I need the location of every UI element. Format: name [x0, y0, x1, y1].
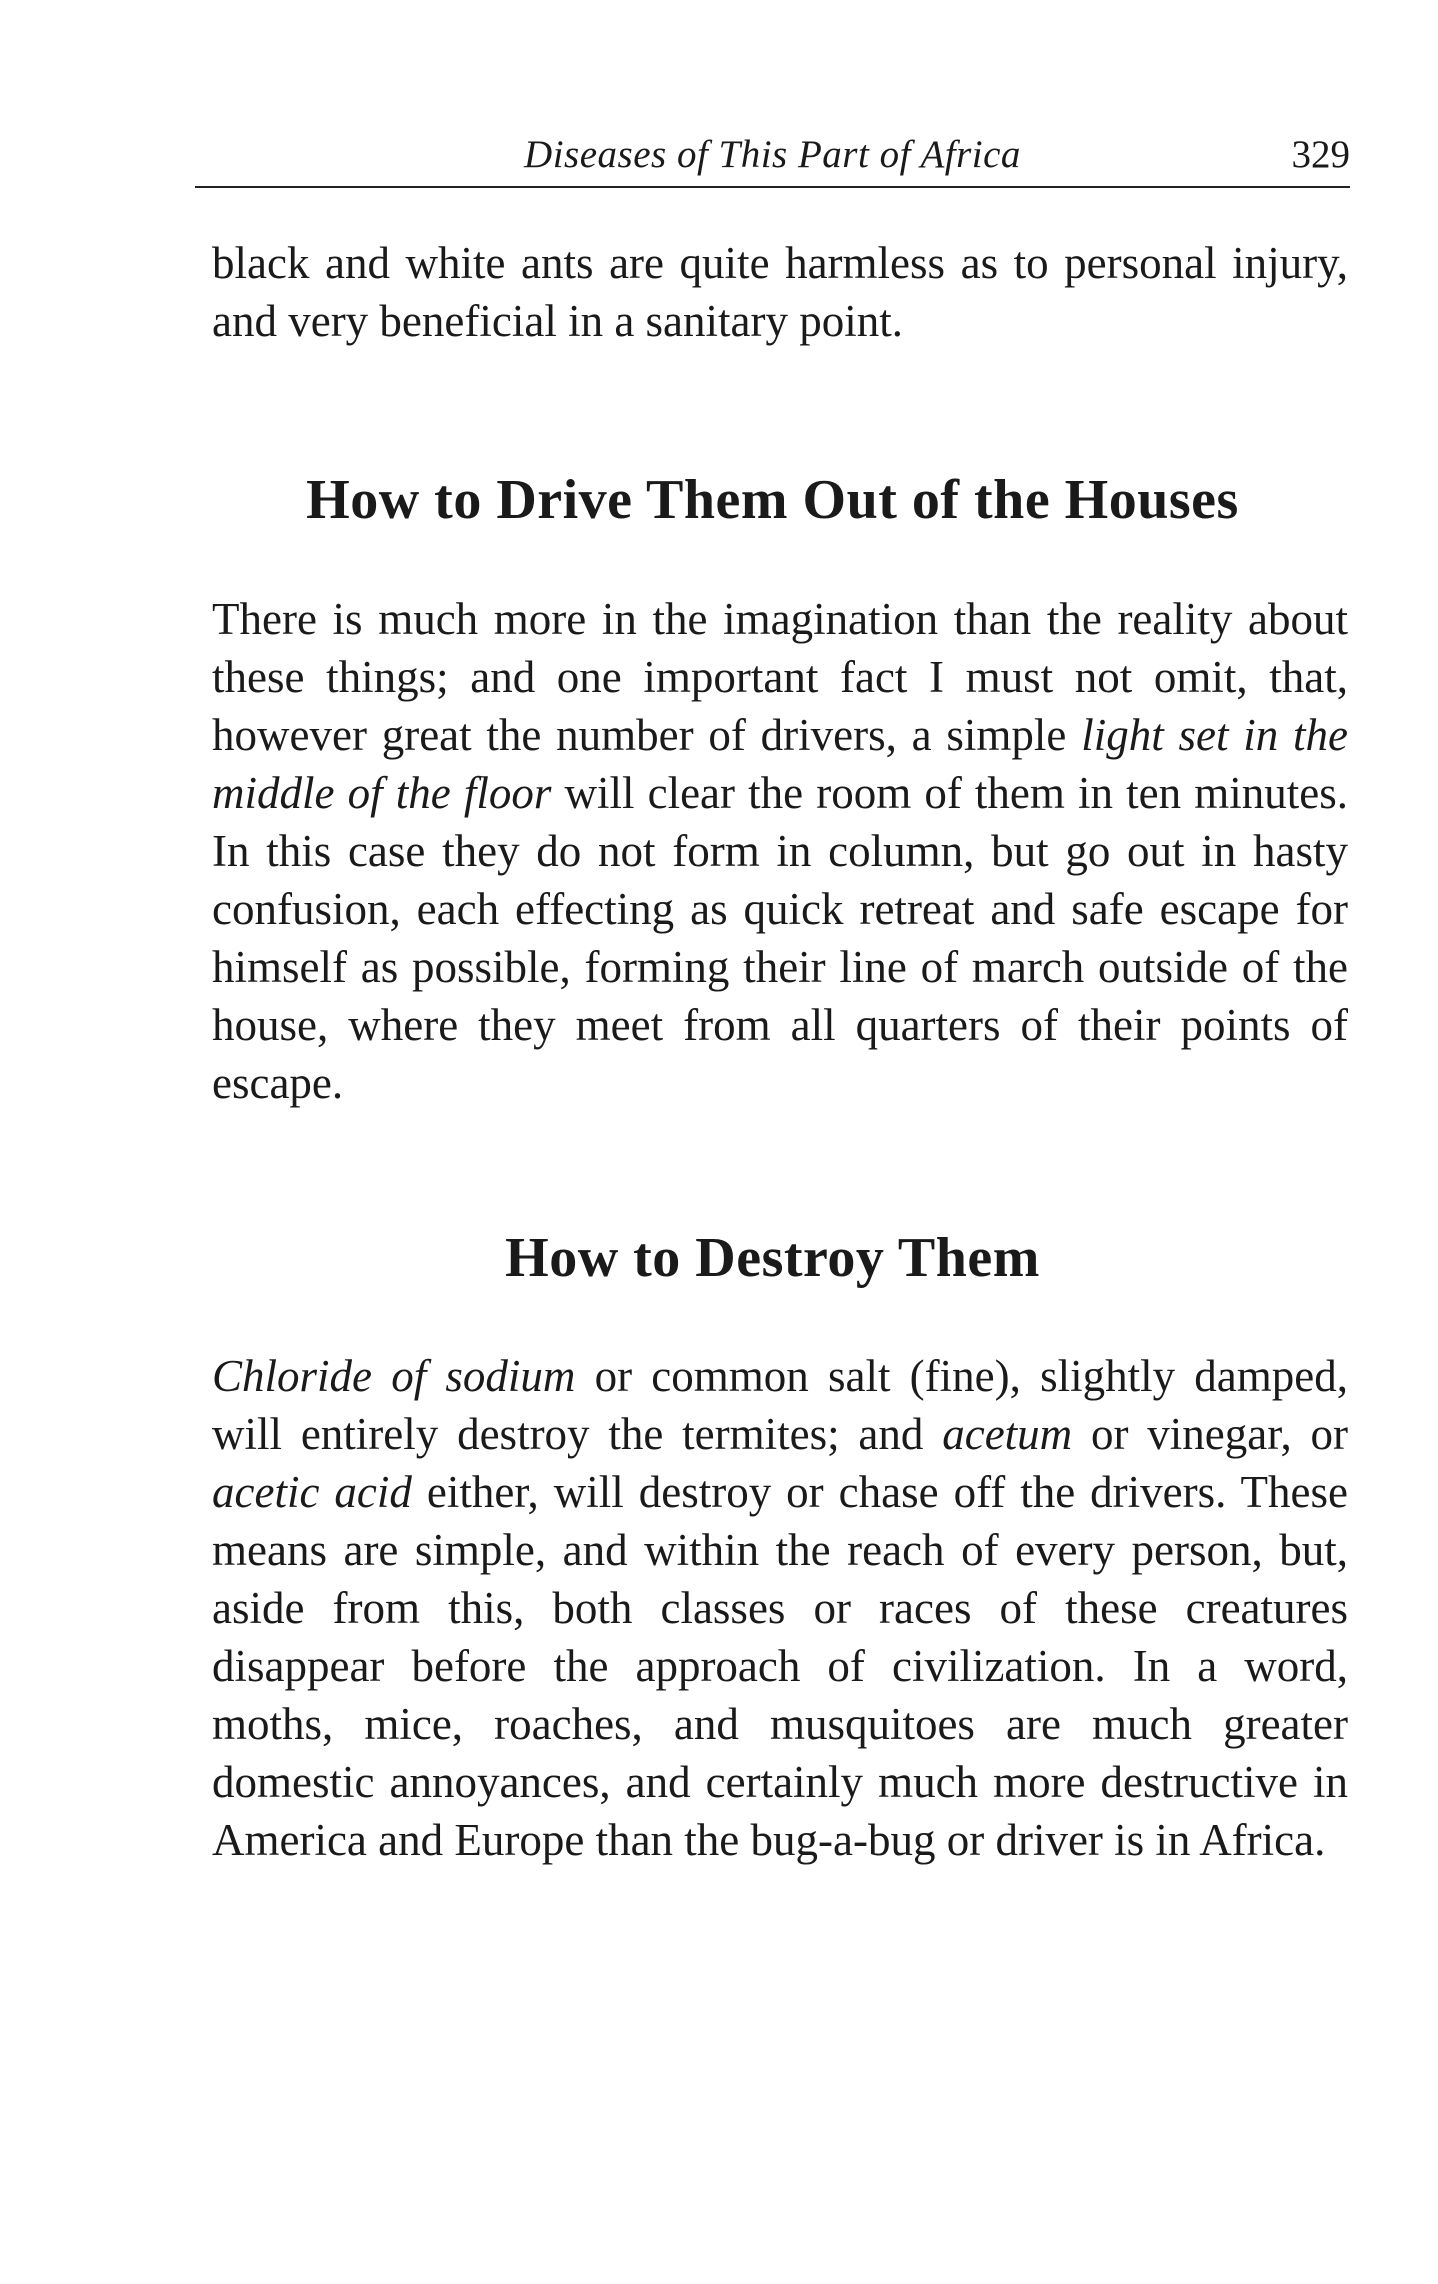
paragraph-continued: black and white ants are quite harmless as to personal injury, and very beneficial in a sanitary point.	[212, 238, 1348, 346]
section-heading-drive-out: How to Drive Them Out of the Houses	[306, 469, 1239, 531]
paragraph-drive-out	[212, 590, 1348, 1112]
italic-term: acetic acid	[212, 1467, 412, 1517]
text-run: There is much more in the imagination than the reality about these things; and one important fact I must not omit, that, however great the number of drivers, a simple	[212, 594, 1348, 760]
section-heading-destroy: How to Destroy Them	[505, 1227, 1040, 1289]
italic-term: Chloride of sodium	[212, 1351, 576, 1401]
text-run: either, will destroy or chase off the drivers. These means are simple, and within the reach of every person, but, aside from this, both classes or races of these creatures disappear before the approach of civilization. In a word, moths, mice, roaches, and musquitoes are much greater domestic annoyances, and certainly much more destructive in America and Europe than the bug-a-bug or driver is in Africa.	[212, 1467, 1348, 1865]
italic-term: acetum	[942, 1409, 1073, 1459]
text-run: or common salt (fine), slightly damped, will entirely destroy the termites; and	[212, 1351, 1348, 1459]
paragraph-destroy	[212, 1347, 1348, 1869]
text-run: or vinegar, or	[1072, 1409, 1348, 1459]
page-number: 329	[1291, 133, 1350, 176]
running-title: Diseases of This Part of Africa	[524, 133, 1021, 176]
italic-phrase: light set in the middle of the floor	[212, 710, 1348, 818]
running-header	[195, 128, 1350, 188]
text-run: will clear the room of them in ten minutes. In this case they do not form in column, but go out in hasty confusion, each effecting as quick retreat and safe escape for himself as possible, forming their line of march outside of the house, where they meet from all quarters of their points of escape.	[212, 768, 1348, 1108]
